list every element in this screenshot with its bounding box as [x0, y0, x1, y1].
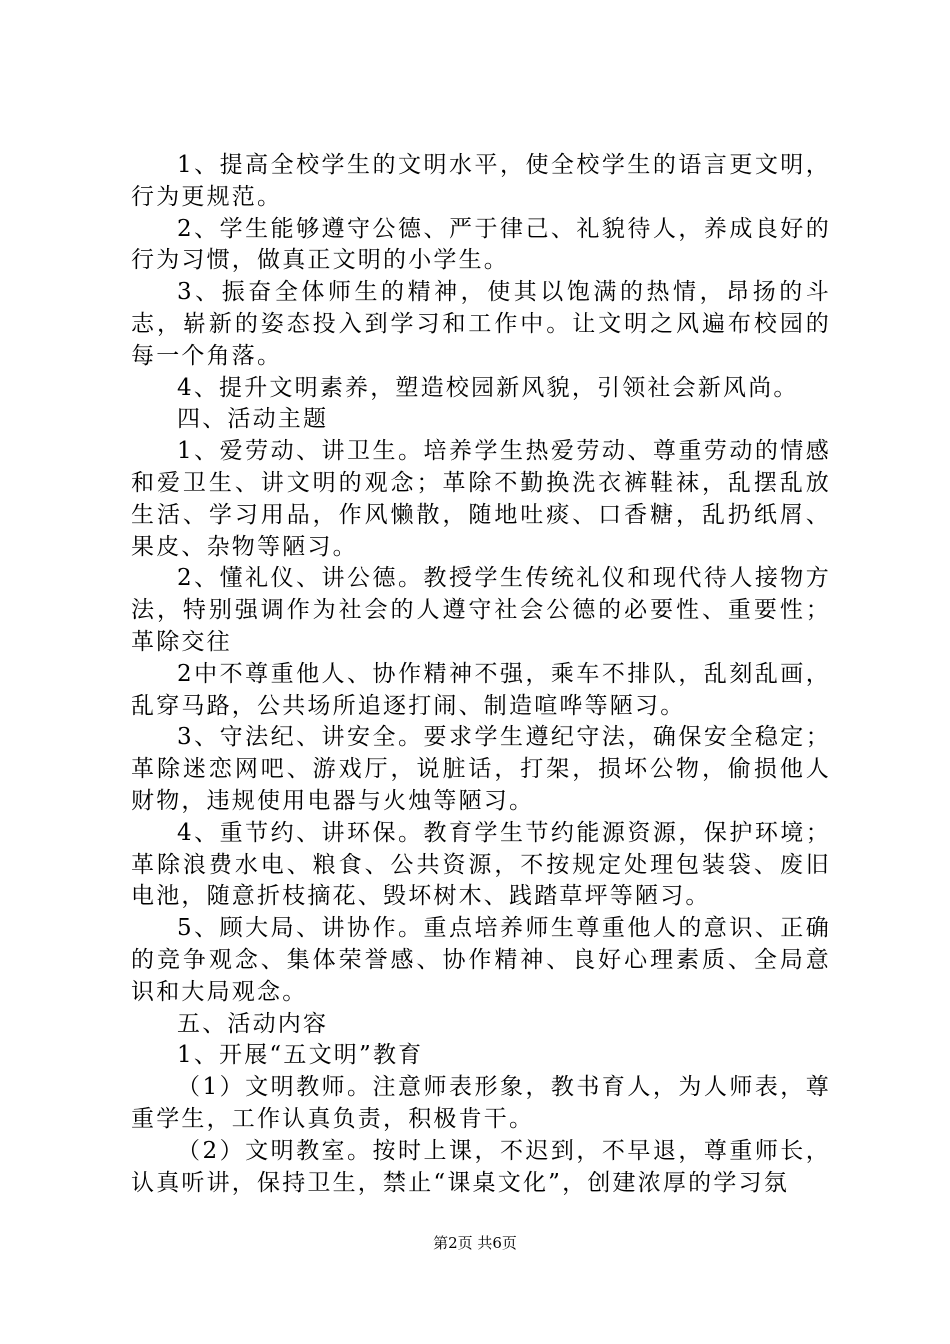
paragraph-goal-4: 4、提升文明素养，塑造校园新风貌，引领社会新风尚。 — [177, 374, 799, 401]
document-body — [131, 150, 831, 1199]
paragraph-theme-5: 5、顾大局、讲协作。重点培养师生尊重他人的意识、正确的竞争观念、集体荣誉感、协作精神、良好心理素质、全局意识和大局观念。 — [131, 915, 831, 1005]
paragraph-theme-2: 2、懂礼仪、讲公德。教授学生传统礼仪和现代待人接物方法，特别强调作为社会的人遵守社会公德的必要性、重要性；革除交往 — [131, 565, 831, 655]
paragraph-goal-1: 1、提高全校学生的文明水平，使全校学生的语言更文明，行为更规范。 — [131, 152, 831, 210]
paragraph-theme-3: 3、守法纪、讲安全。要求学生遵纪守法，确保安全稳定；革除迷恋网吧、游戏厅，说脏话，打架，损坏公物，偷损他人财物，违规使用电器与火烛等陋习。 — [131, 724, 831, 814]
page-number-footer: 第2页 共6页 — [433, 1234, 517, 1252]
section-heading-activity-content: 五、活动内容 — [177, 1010, 329, 1037]
section-heading-activity-theme: 四、活动主题 — [177, 406, 329, 433]
paragraph-civilized-classroom: （2）文明教室。按时上课，不迟到，不早退，尊重师长，认真听讲，保持卫生，禁止“课桌文化”，创建浓厚的学习氛 — [131, 1137, 831, 1196]
paragraph-civilized-teacher: （1）文明教师。注意师表形象，教书育人，为人师表，尊重学生，工作认真负责，积极肯干。 — [131, 1074, 831, 1132]
paragraph-content-1: 1、开展“五文明”教育 — [177, 1042, 424, 1069]
paragraph-goal-2: 2、学生能够遵守公德、严于律己、礼貌待人，养成良好的行为习惯，做真正文明的小学生。 — [131, 215, 831, 274]
paragraph-theme-1: 1、爱劳动、讲卫生。培养学生热爱劳动、尊重劳动的情感和爱卫生、讲文明的观念；革除不勤换洗衣裤鞋袜，乱摆乱放生活、学习用品，作风懒散，随地吐痰、口香糖，乱扔纸屑、果皮、杂物等陋习。 — [131, 438, 831, 560]
paragraph-goal-3: 3、振奋全体师生的精神，使其以饱满的热情，昂扬的斗志，崭新的姿态投入到学习和工作中。让文明之风遍布校园的每一个角落。 — [131, 279, 831, 369]
paragraph-theme-4: 4、重节约、讲环保。教育学生节约能源资源，保护环境；革除浪费水电、粮食、公共资源，不按规定处理包装袋、废旧电池，随意折枝摘花、毁坏树木、践踏草坪等陋习。 — [131, 819, 831, 910]
paragraph-theme-2-continued: 2中不尊重他人、协作精神不强，乘车不排队，乱刻乱画，乱穿马路，公共场所追逐打闹、制造喧哗等陋习。 — [131, 660, 831, 719]
